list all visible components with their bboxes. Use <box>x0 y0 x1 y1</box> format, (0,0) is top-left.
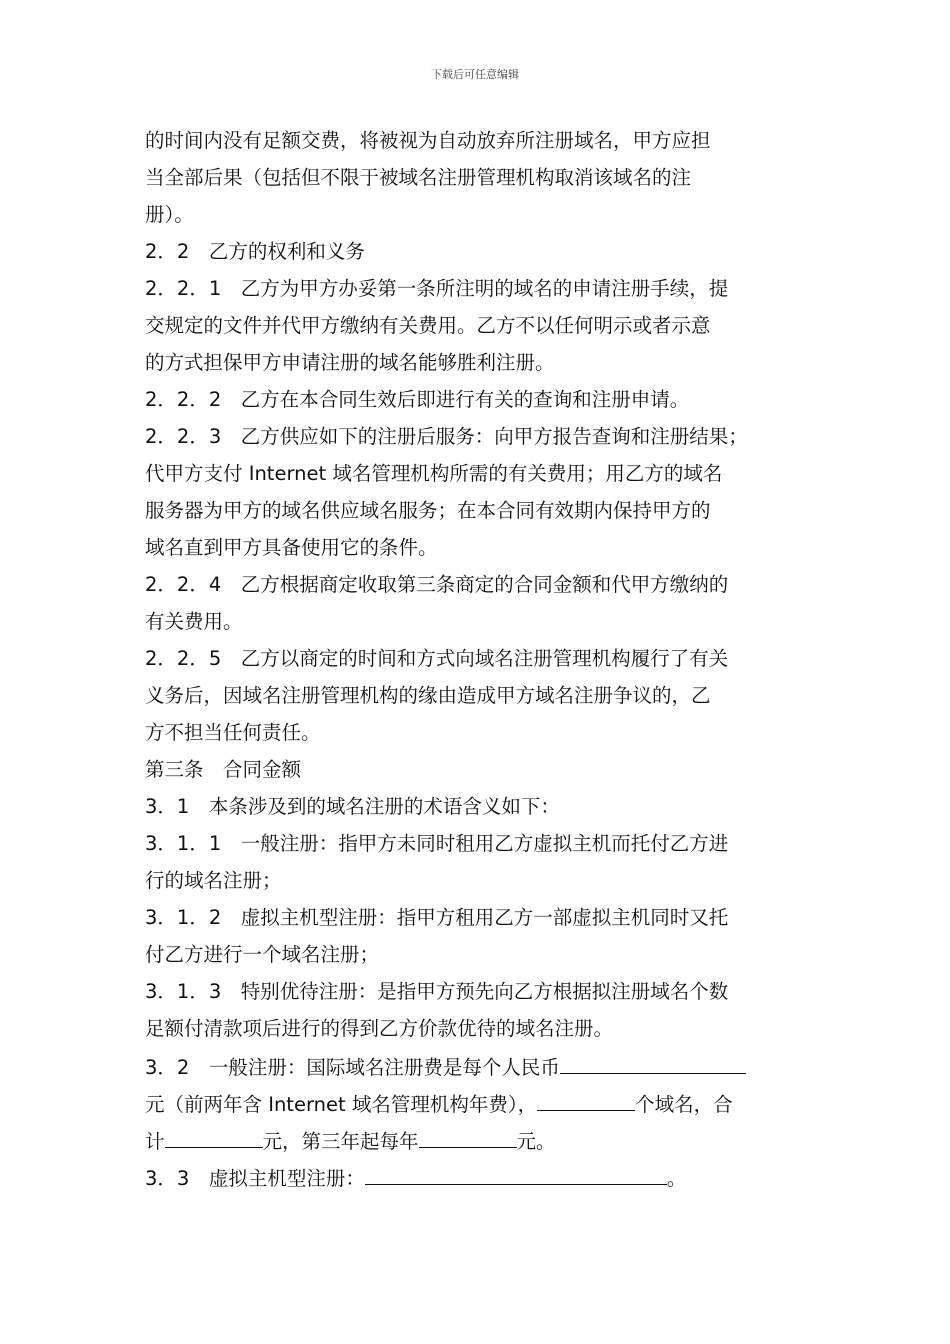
text-line: 方不担当任何责任。 <box>145 721 321 744</box>
fill-line-general-total <box>145 1121 813 1158</box>
fill-label: 元，第三年起每年 <box>262 1130 419 1153</box>
text-line: 有关费用。 <box>145 610 243 633</box>
blank-field-total[interactable] <box>165 1121 263 1148</box>
text-line: 代甲方支付 Internet 域名管理机构所需的有关费用；用乙方的域名 <box>145 462 723 485</box>
blank-field-annual-fee[interactable] <box>419 1121 517 1148</box>
text-line: 当全部后果（包括但不限于被域名注册管理机构取消该域名的注 <box>145 166 692 189</box>
fill-line-virtual-host <box>145 1158 813 1195</box>
fill-line-general-count <box>145 1084 813 1121</box>
text-line: 服务器为甲方的域名供应域名服务；在本合同有效期内保持甲方的 <box>145 499 711 522</box>
text-line: 交规定的文件并代甲方缴纳有关费用。乙方不以任何明示或者示意 <box>145 314 711 337</box>
article-heading: 第三条 合同金额 <box>145 758 302 781</box>
text-line: 的方式担保甲方申请注册的域名能够胜利注册。 <box>145 351 555 374</box>
fill-line-general-fee <box>145 1047 813 1084</box>
fill-label: 3．3 虚拟主机型注册： <box>145 1167 365 1190</box>
text-line: 2．2．2 乙方在本合同生效后即进行有关的查询和注册申请。 <box>145 388 690 411</box>
text-line: 行的域名注册； <box>145 869 282 892</box>
blank-field-domain-count[interactable] <box>537 1084 635 1111</box>
text-line: 3．1 本条涉及到的域名注册的术语含义如下： <box>145 795 560 818</box>
fill-label: 元。 <box>516 1130 556 1153</box>
blank-field-unit-price[interactable] <box>560 1047 746 1074</box>
text-line: 2．2．3 乙方供应如下的注册后服务：向甲方报告查询和注册结果； <box>145 425 748 448</box>
page-header: 下载后可任意编辑 <box>431 68 519 81</box>
text-line: 3．1．2 虚拟主机型注册：指甲方租用乙方一部虚拟主机同时又托 <box>145 906 729 929</box>
text-line: 2．2．1 乙方为甲方办妥第一条所注明的域名的申请注册手续，提 <box>145 277 729 300</box>
text-line: 义务后，因域名注册管理机构的缘由造成甲方域名注册争议的，乙 <box>145 684 711 707</box>
blank-field-virtual-host-fee[interactable] <box>365 1158 667 1185</box>
fill-label: 元（前两年含 Internet 域名管理机构年费）， <box>145 1093 538 1116</box>
text-line: 足额付清款项后进行的得到乙方价款优待的域名注册。 <box>145 1017 614 1040</box>
text-line: 3．1．1 一般注册：指甲方未同时租用乙方虚拟主机而托付乙方进 <box>145 832 729 855</box>
text-line: 3．1．3 特别优待注册：是指甲方预先向乙方根据拟注册域名个数 <box>145 980 729 1003</box>
section-heading: 2．2 乙方的权利和义务 <box>145 240 365 263</box>
text-line: 的时间内没有足额交费，将被视为自动放弃所注册域名，甲方应担 <box>145 129 711 152</box>
text-line: 付乙方进行一个域名注册； <box>145 943 380 966</box>
text-line: 域名直到甲方具备使用它的条件。 <box>145 536 438 559</box>
text-line: 2．2．5 乙方以商定的时间和方式向域名注册管理机构履行了有关 <box>145 647 729 670</box>
fill-label: 计 <box>145 1130 165 1153</box>
text-line: 2．2．4 乙方根据商定收取第三条商定的合同金额和代甲方缴纳的 <box>145 573 729 596</box>
document-body <box>145 122 813 1195</box>
fill-label: 个域名，合 <box>635 1093 733 1116</box>
text-line: 册）。 <box>145 203 194 226</box>
fill-label: 3．2 一般注册：国际域名注册费是每个人民币 <box>145 1056 560 1079</box>
fill-label: 。 <box>666 1167 687 1190</box>
